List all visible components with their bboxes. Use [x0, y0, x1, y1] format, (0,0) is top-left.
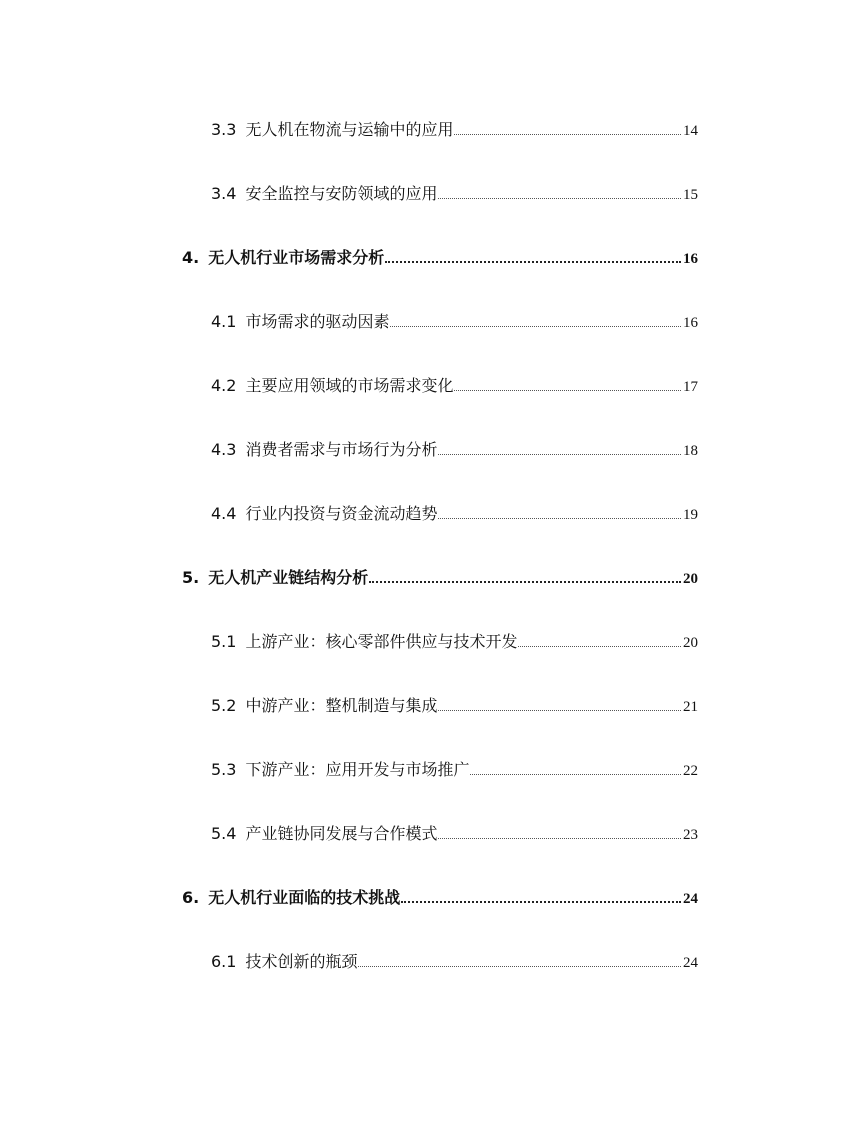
- toc-chapter-4[interactable]: [182, 246, 698, 270]
- dot-leader: [385, 261, 681, 263]
- dot-leader: [438, 454, 681, 455]
- toc-entry-number: 5.4: [211, 824, 237, 843]
- toc-entry-title: 主要应用领域的市场需求变化: [245, 376, 454, 395]
- toc-entry-page: 20: [683, 571, 698, 587]
- toc-entry-number: 4.1: [211, 312, 237, 331]
- toc-entry-title: 安全监控与安防领域的应用: [245, 184, 438, 203]
- dot-leader: [454, 134, 681, 135]
- dot-leader: [518, 646, 681, 647]
- toc-entry-title: 消费者需求与市场行为分析: [245, 440, 438, 459]
- toc-entry-page: 22: [683, 763, 698, 779]
- dot-leader: [369, 581, 681, 583]
- toc-entry-number: 6.: [182, 888, 200, 907]
- toc-entry-number: 4.: [182, 248, 200, 267]
- dot-leader: [470, 774, 681, 775]
- dot-leader: [358, 966, 681, 967]
- toc-entry-4-4[interactable]: [211, 502, 698, 526]
- toc-entry-number: 5.2: [211, 696, 237, 715]
- toc-entry-page: 21: [683, 699, 698, 715]
- dot-leader: [438, 710, 681, 711]
- toc-entry-4-2[interactable]: [211, 374, 698, 398]
- toc-entry-title: 无人机行业面临的技术挑战: [208, 888, 401, 907]
- toc-entry-title: 行业内投资与资金流动趋势: [245, 504, 438, 523]
- dot-leader: [438, 838, 681, 839]
- dot-leader: [454, 390, 681, 391]
- toc-entry-5-1[interactable]: [211, 630, 698, 654]
- toc-entry-5-4[interactable]: [211, 822, 698, 846]
- toc-entry-title: 技术创新的瓶颈: [245, 952, 358, 971]
- toc-entry-title: 中游产业：整机制造与集成: [245, 696, 438, 715]
- toc-entry-number: 5.1: [211, 632, 237, 651]
- toc-entry-page: 24: [683, 955, 698, 971]
- toc-entry-page: 20: [683, 635, 698, 651]
- toc-entry-page: 14: [683, 123, 698, 139]
- toc-entry-number: 6.1: [211, 952, 237, 971]
- toc-entry-number: 3.3: [211, 120, 237, 139]
- toc-entry-4-1[interactable]: [211, 310, 698, 334]
- toc-entry-page: 19: [683, 507, 698, 523]
- toc-entry-4-3[interactable]: [211, 438, 698, 462]
- dot-leader: [401, 901, 681, 903]
- toc-entry-page: 17: [683, 379, 698, 395]
- toc-entry-page: 16: [683, 315, 698, 331]
- toc-entry-title: 无人机行业市场需求分析: [208, 248, 385, 267]
- toc-entry-title: 上游产业：核心零部件供应与技术开发: [245, 632, 518, 651]
- dot-leader: [438, 518, 681, 519]
- toc-entry-number: 4.3: [211, 440, 237, 459]
- toc-entry-page: 15: [683, 187, 698, 203]
- toc-entry-number: 4.2: [211, 376, 237, 395]
- toc-entry-page: 18: [683, 443, 698, 459]
- toc-entry-3-3[interactable]: [211, 118, 698, 142]
- toc-chapter-5[interactable]: [182, 566, 698, 590]
- toc-entry-5-3[interactable]: [211, 758, 698, 782]
- toc-entry-title: 下游产业：应用开发与市场推广: [245, 760, 470, 779]
- toc-entry-page: 23: [683, 827, 698, 843]
- toc-entry-number: 5.: [182, 568, 200, 587]
- toc-entry-number: 4.4: [211, 504, 237, 523]
- toc-entry-3-4[interactable]: [211, 182, 698, 206]
- toc-entry-5-2[interactable]: [211, 694, 698, 718]
- toc-entry-6-1[interactable]: [211, 950, 698, 974]
- toc-chapter-6[interactable]: [182, 886, 698, 910]
- toc-entry-title: 市场需求的驱动因素: [245, 312, 390, 331]
- dot-leader: [390, 326, 681, 327]
- toc-entry-page: 24: [683, 891, 698, 907]
- toc-entry-number: 3.4: [211, 184, 237, 203]
- toc-entry-title: 无人机在物流与运输中的应用: [245, 120, 454, 139]
- toc-entry-number: 5.3: [211, 760, 237, 779]
- toc-entry-title: 产业链协同发展与合作模式: [245, 824, 438, 843]
- toc-entry-page: 16: [683, 251, 698, 267]
- toc-entry-title: 无人机产业链结构分析: [208, 568, 369, 587]
- dot-leader: [438, 198, 681, 199]
